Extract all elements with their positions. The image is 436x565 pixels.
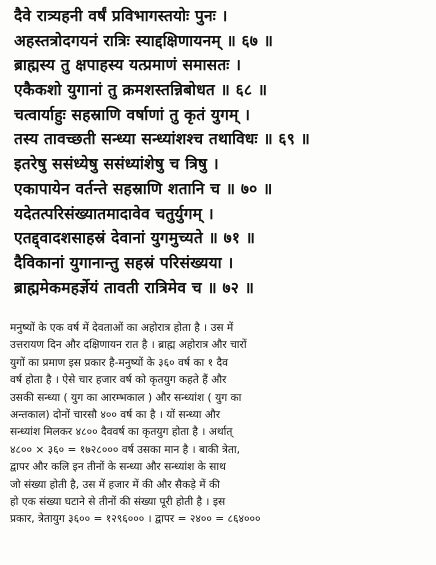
commentary-line: द्वापर और कलि इन तीनों के सन्ध्या और सन्ध्यांश के साथ bbox=[10, 461, 226, 474]
sanskrit-verses bbox=[14, 4, 426, 300]
verse-line: एकैकशो युगानां तु क्रमशस्तन्निबोधत ॥ ६८ ॥ bbox=[14, 80, 268, 100]
commentary-line: प्रकार, त्रेतायुग ३६०० = १२९६००० । द्वापर = २४०० = ८६४००० bbox=[10, 513, 261, 526]
verse-line: तस्य तावच्छती सन्ध्या सन्ध्यांशश्च तथाविधः ॥ ६९ ॥ bbox=[14, 129, 311, 149]
verse-line: इतरेषु ससंध्येषु ससंध्यांशेषु च त्रिषु । bbox=[14, 154, 219, 174]
commentary-line: ४८०० × ३६० = १७२८००० वर्ष उसका मान है । बाकी त्रेता, bbox=[10, 443, 241, 456]
commentary-line: उसकी सन्ध्या ( युग का आरम्भकाल ) और सन्ध्यांश ( युग का bbox=[10, 391, 242, 404]
verse-line: एतद्द्वादशसाहस्रं देवानां युगमुच्यते ॥ ७१ ॥ bbox=[14, 228, 256, 248]
commentary-line: सन्ध्यांश मिलकर ४८०० दैववर्ष का कृतयुग होता है । अर्थात् bbox=[10, 426, 233, 439]
commentary-line: उत्तरायण दिन और दक्षिणायन रात है । ब्राह्म अहोरात्र और चारों bbox=[10, 339, 247, 352]
commentary-line: अन्तकाल) दोनों चारसौ ४०० वर्ष का है । यों सन्ध्या और bbox=[10, 408, 221, 421]
verse-line: यदेतत्परिसंख्यातमादावेव चतुर्युगम् । bbox=[14, 203, 214, 223]
verse-line: ब्राह्ममेकमहर्ज्ञेयं तावती रात्रिमेव च ॥ ७२ ॥ bbox=[14, 277, 255, 297]
commentary-line: मनुष्यों के एक वर्ष में देवताओं का अहोरात्र होता है । उस में bbox=[10, 322, 234, 334]
verse-line: अहस्तत्रोदगयनं रात्रिः स्याद्दक्षिणायनम् ॥ ६७ ॥ bbox=[14, 30, 274, 50]
verse-line: दैविकानां युगानान्तु सहस्रं परिसंख्यया । bbox=[14, 252, 234, 272]
verse-line: चत्वार्याहुः सहस्राणि वर्षाणां तु कृतं युगम् । bbox=[14, 104, 251, 124]
verse-line: एकापायेन वर्तन्ते सहस्राणि शतानि च ॥ ७० ॥ bbox=[14, 178, 273, 198]
commentary-line: जो संख्या होती है, उस में हजार में की और सैकड़े में की bbox=[10, 478, 220, 491]
verse-line: ब्राह्मस्य तु क्षपाहस्य यत्प्रमाणं समासतः । bbox=[14, 55, 242, 75]
commentary-line: हो एक संख्या घटाने से तीनों की संख्या पूरी होती है । इस bbox=[10, 495, 226, 508]
commentary-line: वर्ष होता है । ऐसे चार हजार वर्ष को कृतयुग कहते हैं और bbox=[10, 374, 227, 387]
commentary-line: युगों का प्रमाण इस प्रकार है-मनुष्यों के ३६० वर्ष का १ दैव bbox=[10, 356, 229, 369]
hindi-commentary bbox=[10, 320, 428, 529]
verse-line: दैवे रात्र्यहनी वर्षं प्रविभागस्तयोः पुनः । bbox=[14, 6, 228, 25]
